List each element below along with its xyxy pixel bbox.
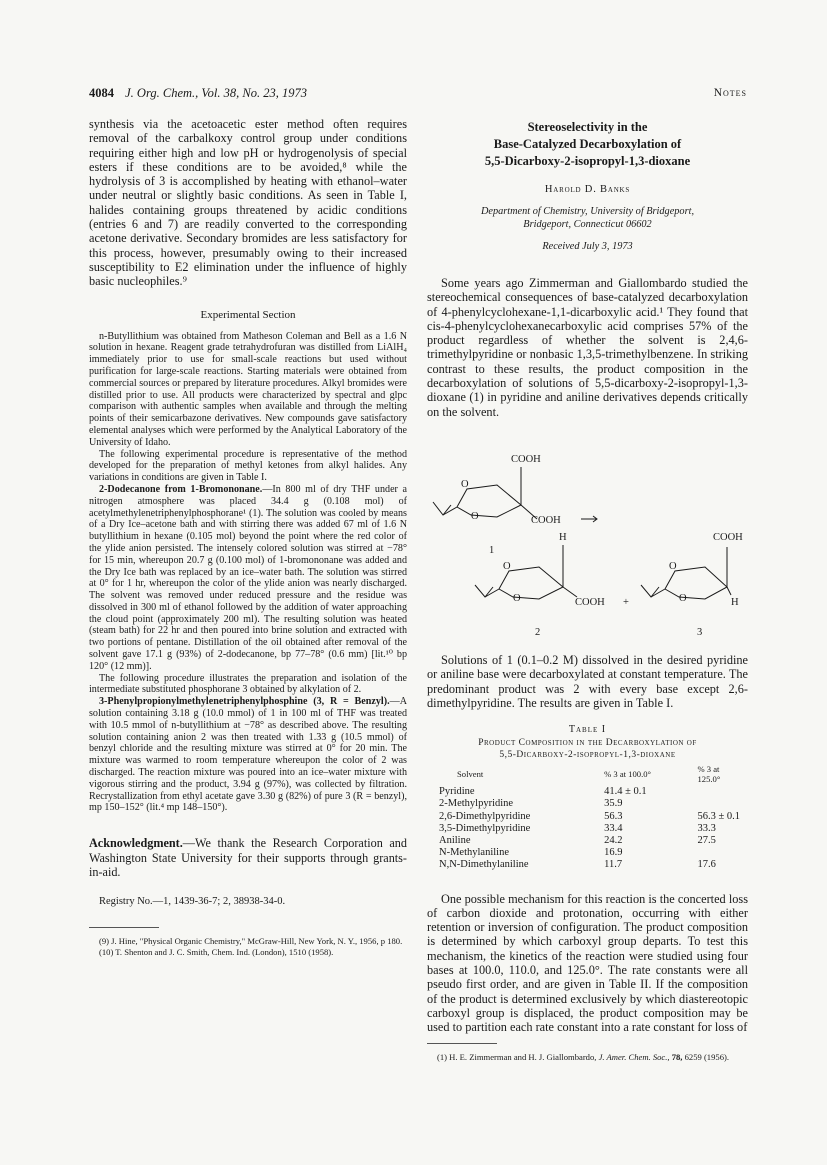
header-solvent: Solvent [457, 769, 484, 780]
cell-125: 17.6 [697, 859, 716, 871]
acknowledgment-heading: Acknowledgment. [89, 836, 183, 851]
cell-solvent: N-Methylaniline [439, 847, 509, 859]
cell-100: 24.2 [604, 834, 623, 846]
c1-o-lower: O [471, 510, 479, 522]
table-caption-line-2: 5,5-Dicarboxy-2-isopropyl-1,3-dioxane [499, 750, 676, 761]
phosphine-heading: 3-Phenylpropionylmethylenetriphenylphosphine (3, R = Benzyl). [99, 696, 390, 708]
cell-solvent: N,N-Dimethylaniline [439, 859, 529, 871]
exp-paragraph-materials: n-Butyllithium was obtained from Matheson Coleman and Bell as a 1.6 N solution in hexane. Reagent grade tetrahydrofuran was distilled from LiAlH₄ immediately prior to use for small-scale reactions but used without purification for large-scale reactions. Starting materials were obtained from commercial sources or prepared by literature procedures. Alkyl bromides were distilled prior to use. All products were characterized by spectral and glpc comparison with authentic samples when available and through the melting points of their semicarbazone derivatives. New compounds gave satisfactory elemental analyses which were performed by the Analytical Laboratory of the University of Idaho. [89, 330, 407, 448]
cell-solvent: 2-Methylpyridine [439, 798, 514, 810]
c3-o-lower: O [679, 592, 687, 604]
cell-125 [697, 798, 748, 810]
product-composition-table [439, 763, 748, 871]
footnote-1 [427, 1052, 748, 1063]
cell-solvent: Pyridine [439, 786, 475, 798]
compound-1-structure [433, 467, 537, 519]
footnote-10: (10) T. Shenton and J. C. Smith, Chem. Ind. (London), 1510 (1958). [99, 946, 334, 957]
cell-125: 33.3 [697, 822, 716, 834]
reaction-scheme [427, 427, 748, 647]
article-paragraph-2: Solutions of 1 (0.1–0.2 M) dissolved in the desired pyridine or aniline base were decarboxylated at constant temperature. The predominant product was 2 with every base except 2,6-dimethylpyridine. The results are given in Table I. [427, 652, 748, 710]
compound-3-structure [641, 547, 731, 599]
article-title [427, 119, 748, 170]
title-line-3: 5,5-Dicarboxy-2-isopropyl-1,3-dioxane [484, 154, 691, 168]
article-paragraph-3: One possible mechanism for this reaction is the concerted loss of carbon dioxide and protonation, occurring with either retention or inversion of configuration. The product composition is determined by which carboxyl group departs. To test this mechanism, the kinetics of the reaction were studied using four bases at 100.0, 110.0, and 125.0°. The rate constants were all pseudo first order, and are given in Table II. If the composition of the product is determined exclusively by which diastereotopic carboxyl group is displaced, the product composition may be used to partition each rate constant into a rate constant for loss of [427, 891, 748, 1035]
received-date: Received July 3, 1973 [542, 241, 633, 252]
table-row [439, 786, 748, 798]
exp-paragraph-procedure: The following experimental procedure is representative of the method developed for the preparation of methyl ketones from alkyl halides. Any variations in conditions are given in Table I. [89, 448, 407, 484]
running-header [89, 86, 307, 101]
affiliation-line-1: Department of Chemistry, University of Bridgeport, [480, 206, 695, 217]
c2-h-top: H [559, 531, 567, 543]
table-row [439, 859, 748, 871]
table-title: Table I [568, 724, 607, 736]
reaction-scheme-drawing [427, 427, 748, 647]
exp-paragraph-phosphine [89, 696, 407, 814]
author-name: Harold D. Banks [544, 184, 631, 195]
phosphine-text: —A solution containing 3.18 g (10.0 mmol) of 1 in 100 ml of THF was treated with 10.5 mmol of n-butyllithium at −78° as described above. The resulting solution containing anion 2 was then treated with 1.33 g (10.5 mmol) of benzyl chloride and the resulting mixture was stirred at 0° for 20 min. The mixture was warmed to room temperature whereupon the color of 2 was discharged. The reaction mixture was poured into an ice–water mixture with vigorous stirring and the product, 3.94 g (97%), was collected by filtration. Recrystallization from ethyl acetate gave 3.30 g (82%) of pure 3 (R = benzyl), mp 150–152° (lit.⁴ mp 148–150°). [89, 696, 407, 814]
journal-citation: J. Org. Chem., Vol. 38, No. 23, 1973 [125, 86, 307, 100]
dodecanone-heading: 2-Dodecanone from 1-Bromononane. [99, 483, 263, 495]
table-row [439, 811, 748, 823]
left-column [89, 117, 407, 957]
table-header-row [439, 763, 748, 786]
right-footnote-divider [427, 1043, 497, 1044]
table-row [439, 798, 748, 810]
compound-1-label: 1 [489, 544, 495, 556]
footnote-1-pages: 6259 (1956). [684, 1051, 730, 1062]
title-line-1: Stereoselectivity in the [527, 120, 648, 134]
plus-sign: + [623, 596, 629, 608]
cell-125: 56.3 ± 0.1 [697, 810, 740, 822]
cell-100: 56.3 [604, 810, 623, 822]
cell-100: 33.4 [604, 822, 623, 834]
footnote-9: (9) J. Hine, "Physical Organic Chemistry," McGraw-Hill, New York, N. Y., 1956, p 180. [99, 936, 403, 947]
cell-solvent: 3,5-Dimethylpyridine [439, 822, 531, 834]
affiliation-line-2: Bridgeport, Connecticut 06602 [523, 219, 652, 230]
c1-cooh-right: COOH [531, 514, 561, 526]
cell-solvent: 2,6-Dimethylpyridine [439, 810, 531, 822]
table-caption [427, 737, 748, 761]
header-125: % 3 at 125.0° [697, 764, 721, 785]
footnote-1-authors: (1) H. E. Zimmerman and H. J. Giallombardo, [437, 1051, 599, 1062]
c3-h-right: H [731, 596, 739, 608]
footnote-1-volume: 78, [671, 1051, 683, 1062]
footnote-1-journal: J. Amer. Chem. Soc., [598, 1051, 670, 1062]
c2-o-upper: O [503, 560, 511, 572]
table-row [439, 823, 748, 835]
registry-numbers: Registry No.—1, 1439-36-7; 2, 38938-34-0. [99, 896, 286, 908]
cell-100: 11.7 [604, 859, 623, 871]
cell-100: 16.9 [604, 847, 623, 859]
cell-100: 41.4 ± 0.1 [604, 786, 647, 798]
c2-cooh-right: COOH [575, 596, 605, 608]
cell-100: 35.9 [604, 798, 623, 810]
intro-paragraph: synthesis via the acetoacetic ester method often requires removal of the carbalkoxy control group under conditions requiring either high and low pH or hydrogenolysis of special esters if these conditions are to be avoided,⁸ while the hydrolysis of 3 is accomplished by heating with ethanol–water under neutral or slightly basic conditions. As seen in Table I, halides containing groups threatened by acidic conditions (entries 6 and 7) are readily converted to the corresponding acetone derivative. Secondary bromides are less satisfactory for this process, however, presumably owing to their increased susceptibility to E2 elimination under the influence of highly basic nucleophiles.⁹ [89, 117, 407, 289]
acknowledgment [89, 836, 407, 879]
c1-o-upper: O [461, 478, 469, 490]
cell-125: 27.5 [697, 834, 716, 846]
cell-125 [697, 847, 748, 859]
c2-o-lower: O [513, 592, 521, 604]
exp-paragraph-dodecanone [89, 484, 407, 673]
acknowledgment-text: —We thank the Research Corporation and Washington State University for their supports through grants-in-aid. [89, 836, 407, 879]
footnote-divider [89, 927, 159, 928]
c1-cooh-top: COOH [511, 453, 541, 465]
compound-2-label: 2 [535, 626, 541, 638]
exp-paragraph-isolation: The following procedure illustrates the preparation and isolation of the intermediate substituted phosphorane 3 obtained by alkylation of 2. [89, 672, 407, 696]
dodecanone-text: —In 800 ml of dry THF under a nitrogen atmosphere was placed 34.4 g (0.108 mol) of acetylmethylenetriphenylphosphorane¹ (1). The solution was cooled by means of a Dry Ice–acetone bath and with stirring there was added 67 ml of 1.6 N butyllithium in hexane (0.105 mol) beyond the point where the red color of the ylide anion persisted. The intensely colored solution was stirred at −78° for 15 min, whereupon 20.7 g (0.100 mol) of 1-bromononane was added and the Dry Ice bath was replaced by an ice–water bath. The solution was stirred at 0° for 1 hr, whereupon the color of the ylide anion was nearly discharged. The solvent was removed under reduced pressure and the residue was dissolved in 300 ml of ethanol followed by the addition of water approaching the cloud point (approximately 200 ml). The resulting solution was heated (steam bath) for 22 hr and then poured into brine solution and extracted with two portions of pentane. Distillation of the oil obtained after removal of the solvent gave 17.1 g (93%) of 2-dodecanone, bp 77–78° (0.6 mm) [lit.¹⁰ bp 120° (12 mm)]. [89, 483, 407, 672]
page-number: 4084 [89, 86, 114, 100]
table-row [439, 847, 748, 859]
article-paragraph-1: Some years ago Zimmerman and Giallombardo studied the stereochemical consequences of base-catalyzed decarboxylation of 4-phenylcyclohexane-1,1-dicarboxylic acid.¹ They found that cis-4-phenylcyclohexanecarboxylic acid comprises 57% of the product regardless of whether the solvent is 2,4,6-trimethylpyridine or nonbasic 1,3,5-trimethylbenzene. In striking contrast to these results, the product composition in the decarboxylation of solutions of 5,5-dicarboxy-2-isopropyl-1,3-dioxane (1) in pyridine and aniline derivatives depends critically on the solvent. [427, 276, 748, 419]
section-label: Notes [713, 87, 747, 99]
header-100: % 3 at 100.0° [604, 769, 651, 780]
c3-cooh-top: COOH [713, 531, 743, 543]
c3-o-upper: O [669, 560, 677, 572]
cell-125 [697, 786, 748, 798]
affiliation [427, 205, 748, 231]
experimental-heading: Experimental Section [200, 308, 296, 321]
table-row [439, 835, 748, 847]
compound-3-label: 3 [697, 626, 703, 638]
cell-solvent: Aniline [439, 834, 471, 846]
table-caption-line-1: Product Composition in the Decarboxylation of [478, 738, 697, 749]
title-line-2: Base-Catalyzed Decarboxylation of [493, 137, 682, 151]
right-column [427, 117, 748, 1062]
